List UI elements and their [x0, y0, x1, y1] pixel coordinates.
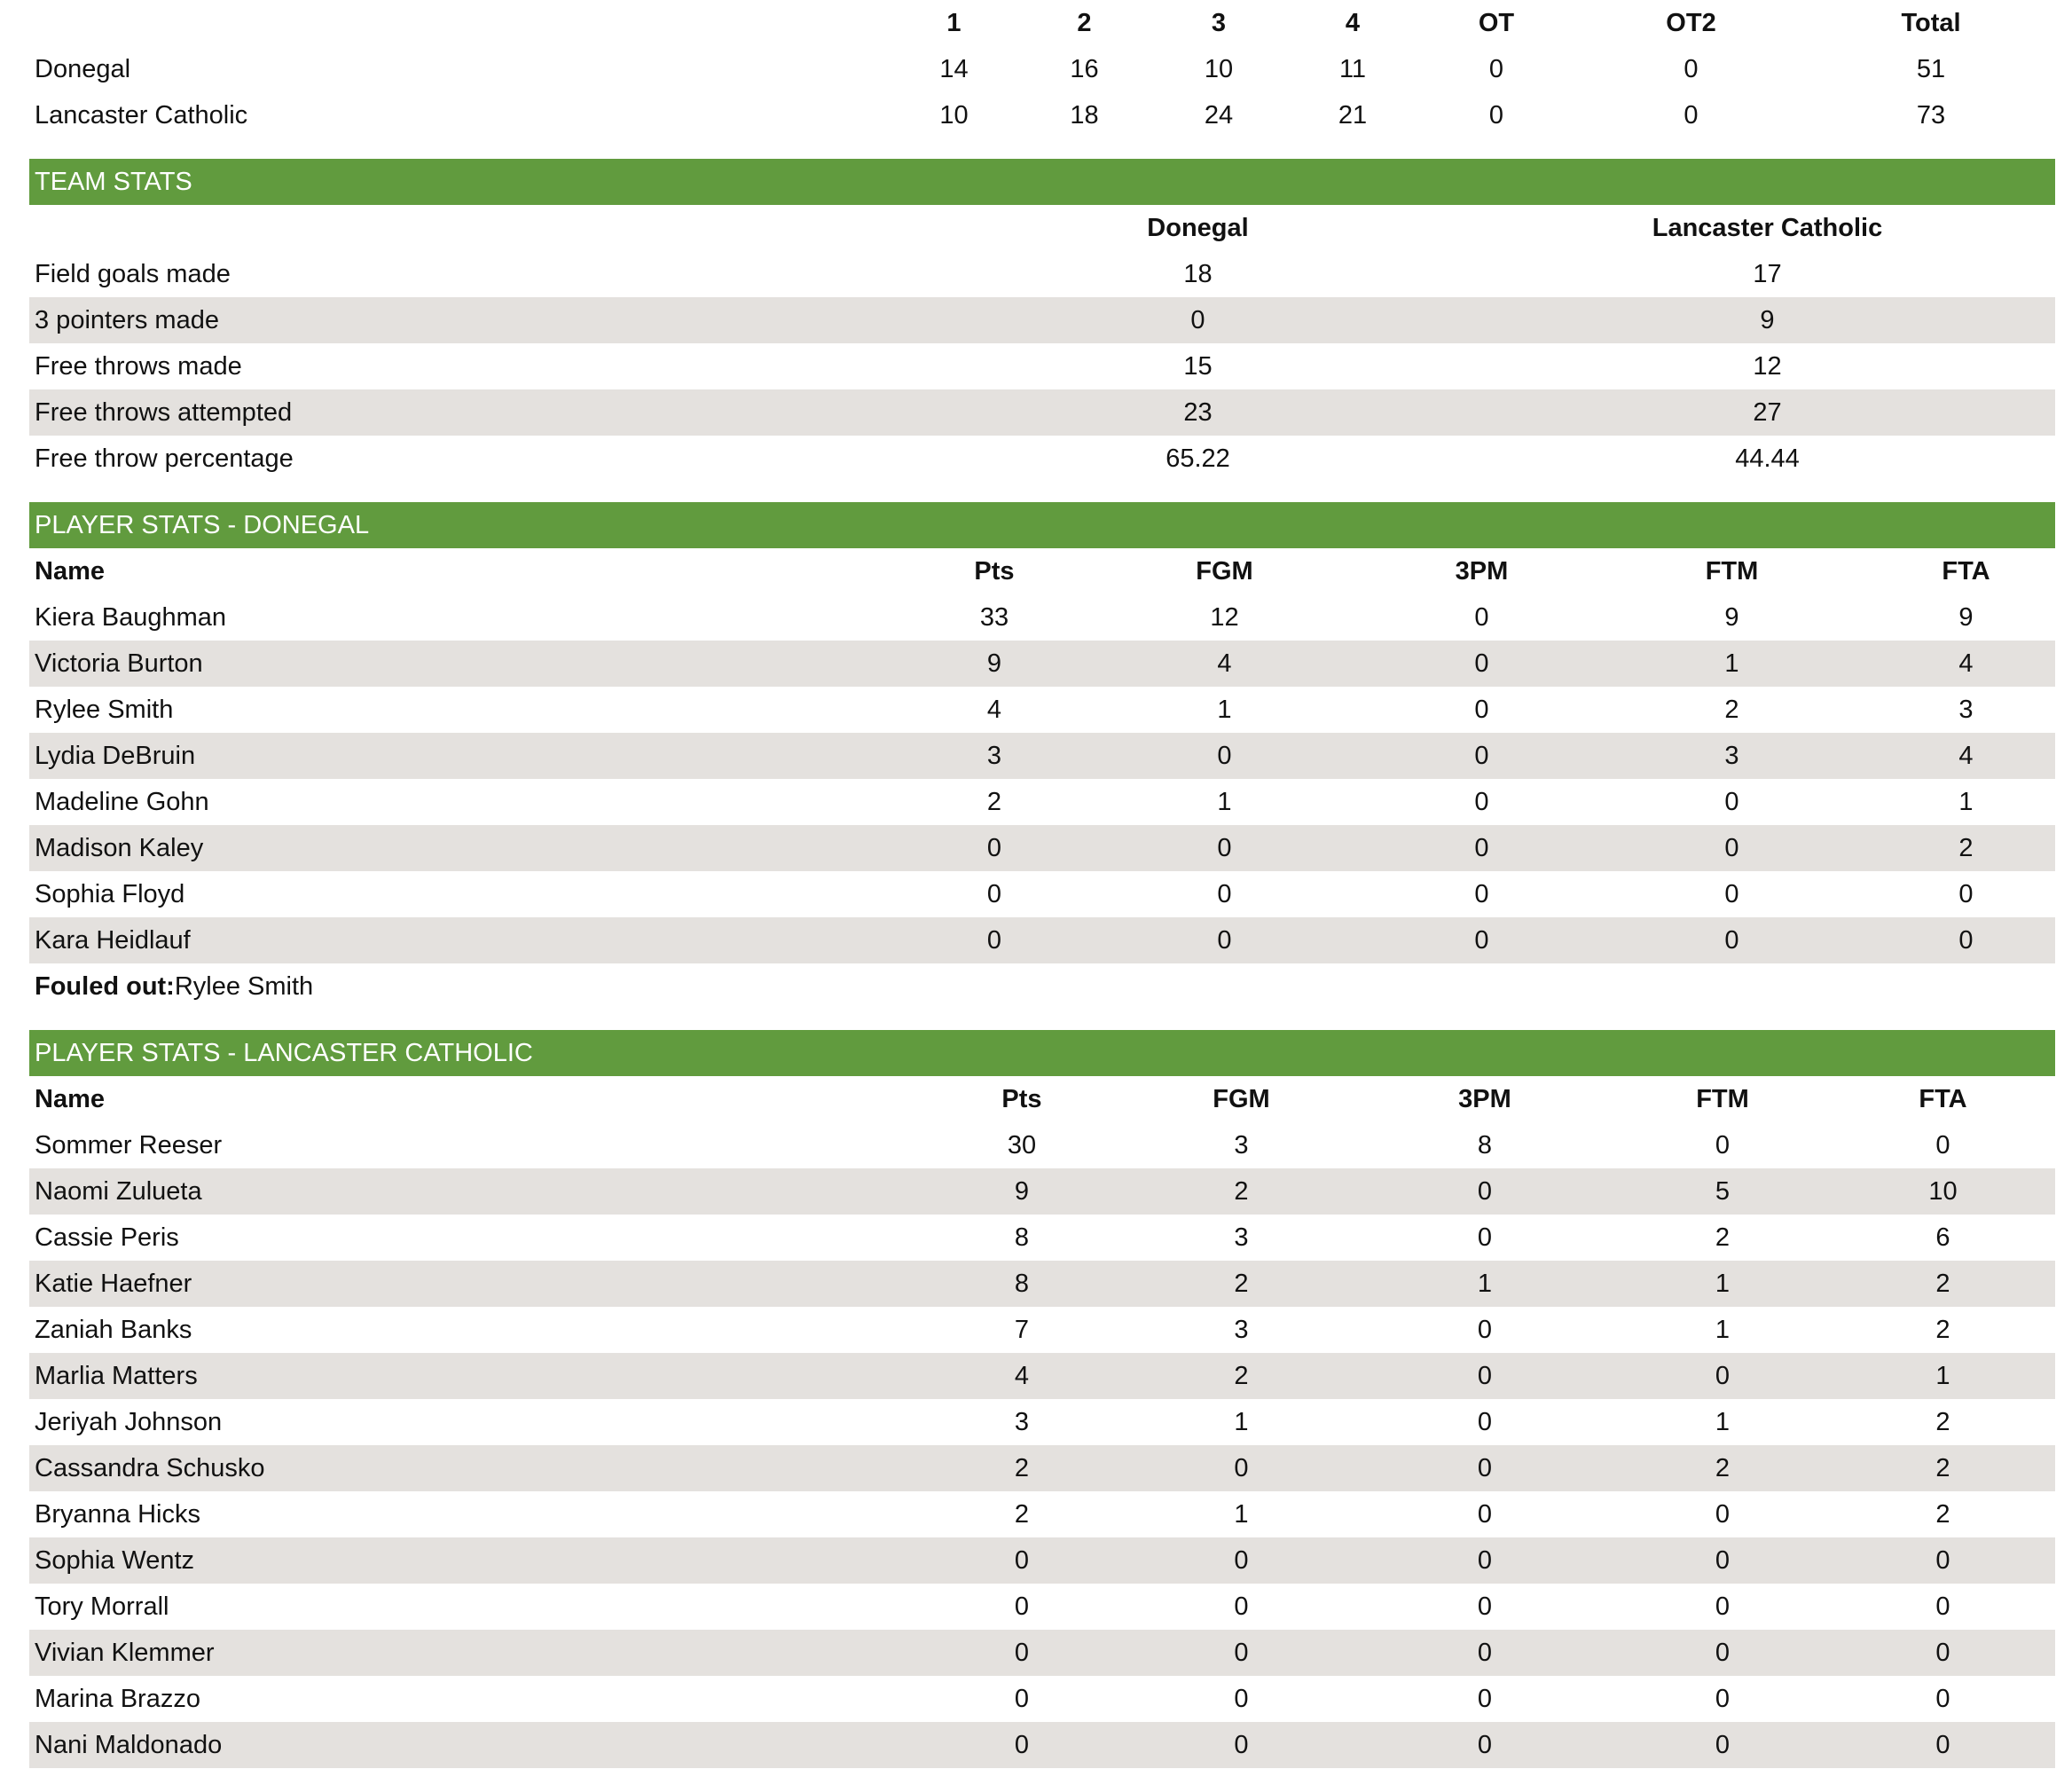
player-pts: 4	[986, 696, 1002, 724]
player-pts: 2	[916, 1445, 1127, 1491]
player-fta: 0	[1831, 1722, 2055, 1768]
player-pts: 0	[916, 825, 1072, 871]
team-stats-header-team1: Donegal	[1147, 214, 1249, 242]
player-pts: 7	[1014, 1316, 1030, 1344]
player-name: Rylee Smith	[35, 696, 174, 724]
player-ftm: 2	[1715, 1223, 1731, 1252]
player-pts: 33	[979, 603, 1009, 632]
player-fgm: 3	[1234, 1316, 1249, 1344]
team-stat-value-team2: 44.44	[1735, 444, 1800, 473]
team-stat-value-team1: 23	[916, 389, 1479, 436]
team-stat-value-team2: 12	[1753, 352, 1782, 381]
player-3pm: 0	[1355, 1445, 1614, 1491]
header-fta: FTA	[1942, 557, 1990, 586]
player-fgm: 0	[1234, 1592, 1249, 1621]
fouled-out-label: Fouled out:	[35, 972, 175, 1001]
linescore-table	[29, 0, 2055, 138]
player-fgm: 3	[1234, 1223, 1249, 1252]
linescore-cell: 0	[1684, 101, 1699, 130]
linescore-row	[29, 46, 2055, 92]
player-fgm: 3	[1234, 1131, 1249, 1160]
linescore-total: 73	[1916, 101, 1946, 130]
player-pts: 2	[1014, 1500, 1030, 1529]
team-stat-row	[29, 297, 2055, 343]
header-3pm: 3PM	[1455, 557, 1509, 586]
player-3pm: 0	[1477, 1223, 1493, 1252]
header-fgm: FGM	[1213, 1085, 1270, 1113]
player-3pm: 0	[1474, 880, 1489, 908]
player-ftm: 1	[1715, 1408, 1731, 1436]
team-stat-value-team1: 0	[916, 297, 1479, 343]
player-row	[29, 1215, 2055, 1261]
player-pts: 0	[986, 880, 1002, 908]
player-row	[29, 1584, 2055, 1630]
player-name: Victoria Burton	[29, 641, 916, 687]
team-stats-header-team2: Lancaster Catholic	[1652, 214, 1883, 242]
player-fgm: 1	[1234, 1500, 1249, 1529]
player-row	[29, 779, 2055, 825]
linescore-cell: 24	[1204, 101, 1234, 130]
player-fta: 0	[1958, 880, 1974, 908]
player-fta: 2	[1877, 825, 2055, 871]
player-name: Cassandra Schusko	[29, 1445, 916, 1491]
team-stat-label: Field goals made	[35, 260, 231, 288]
player-fgm: 0	[1217, 880, 1232, 908]
player-3pm: 0	[1355, 1722, 1614, 1768]
player-3pm: 0	[1477, 1685, 1493, 1713]
player-fta: 1	[1958, 788, 1974, 816]
linescore-row	[29, 92, 2055, 138]
player-row	[29, 1399, 2055, 1445]
team-stat-row	[29, 251, 2055, 297]
team-stats-header-blank	[29, 205, 916, 251]
fouled-out-note	[29, 963, 2055, 1010]
team-stat-row	[29, 436, 2055, 482]
player-ftm: 0	[1724, 880, 1739, 908]
player-ftm: 0	[1587, 825, 1877, 871]
team-stat-value-team1: 65.22	[1166, 444, 1230, 473]
player-name: Marlia Matters	[29, 1353, 916, 1399]
team-stat-row	[29, 343, 2055, 389]
player-pts: 30	[1007, 1131, 1037, 1160]
player-3pm: 0	[1477, 1316, 1493, 1344]
player-fta: 2	[1935, 1500, 1950, 1529]
linescore-header-team	[29, 0, 889, 46]
player-row	[29, 1122, 2055, 1168]
player-fgm: 2	[1127, 1168, 1355, 1215]
linescore-team-name: Lancaster Catholic	[35, 101, 248, 130]
linescore-cell: 10	[939, 101, 969, 130]
player-fta: 10	[1831, 1168, 2055, 1215]
player-fta: 3	[1958, 696, 1974, 724]
linescore-header-ot: OT	[1478, 9, 1515, 37]
fouled-out-player: Rylee Smith	[174, 972, 314, 1001]
player-3pm: 1	[1355, 1261, 1614, 1307]
player-3pm: 0	[1377, 917, 1587, 963]
player-ftm: 0	[1614, 1353, 1831, 1399]
player-pts: 0	[916, 1537, 1127, 1584]
player-pts: 9	[916, 1168, 1127, 1215]
player-name: Madison Kaley	[29, 825, 916, 871]
player-3pm: 0	[1377, 825, 1587, 871]
player-3pm: 0	[1355, 1168, 1614, 1215]
linescore-team-name: Donegal	[35, 55, 131, 83]
player-name: Cassie Peris	[35, 1223, 179, 1252]
player-fta: 2	[1935, 1408, 1950, 1436]
player-pts: 0	[1014, 1592, 1030, 1621]
player-name: Tory Morrall	[35, 1592, 169, 1621]
header-3pm: 3PM	[1458, 1085, 1511, 1113]
linescore-cell: 18	[1070, 101, 1099, 130]
box-score	[29, 0, 2055, 1768]
linescore-header-q4: 4	[1345, 9, 1361, 37]
linescore-cell: 16	[1070, 55, 1099, 83]
player-fta: 0	[1877, 917, 2055, 963]
player-name: Bryanna Hicks	[35, 1500, 200, 1529]
player-ftm: 0	[1587, 917, 1877, 963]
lancaster-player-stats-section-header: PLAYER STATS - LANCASTER CATHOLIC	[29, 1030, 2055, 1076]
header-ftm: FTM	[1696, 1085, 1749, 1113]
player-fta: 0	[1935, 1592, 1950, 1621]
linescore-cell: 0	[1488, 55, 1504, 83]
player-name: Katie Haefner	[29, 1261, 916, 1307]
player-fta: 4	[1877, 641, 2055, 687]
linescore-header-total: Total	[1901, 9, 1961, 37]
player-ftm: 5	[1614, 1168, 1831, 1215]
player-name: Kiera Baughman	[35, 603, 227, 632]
player-3pm: 0	[1477, 1408, 1493, 1436]
player-fta: 6	[1935, 1223, 1950, 1252]
team-stat-label: 3 pointers made	[29, 297, 916, 343]
player-3pm: 0	[1474, 603, 1489, 632]
team-stat-label: Free throws made	[35, 352, 242, 381]
player-pts: 3	[1014, 1408, 1030, 1436]
player-row	[29, 733, 2055, 779]
player-fta: 4	[1877, 733, 2055, 779]
player-3pm: 0	[1355, 1630, 1614, 1676]
player-fta: 0	[1935, 1685, 1950, 1713]
player-row	[29, 641, 2055, 687]
player-3pm: 0	[1355, 1537, 1614, 1584]
linescore-cell: 10	[1204, 55, 1234, 83]
player-name: Vivian Klemmer	[29, 1630, 916, 1676]
donegal-player-stats-table	[29, 548, 2055, 963]
player-pts: 9	[916, 641, 1072, 687]
player-pts: 8	[916, 1261, 1127, 1307]
player-row	[29, 1168, 2055, 1215]
player-fta: 0	[1935, 1131, 1950, 1160]
player-ftm: 0	[1715, 1500, 1731, 1529]
player-row	[29, 1722, 2055, 1768]
player-3pm: 0	[1477, 1500, 1493, 1529]
player-fgm: 0	[1127, 1722, 1355, 1768]
player-ftm: 9	[1724, 603, 1739, 632]
player-3pm: 0	[1377, 641, 1587, 687]
linescore-header-row	[29, 0, 2055, 46]
player-fgm: 0	[1127, 1630, 1355, 1676]
player-row	[29, 1630, 2055, 1676]
player-row	[29, 1537, 2055, 1584]
player-ftm: 0	[1614, 1722, 1831, 1768]
player-fgm: 0	[1127, 1537, 1355, 1584]
player-pts: 8	[1014, 1223, 1030, 1252]
player-ftm: 0	[1724, 788, 1739, 816]
linescore-cell: 11	[1338, 55, 1367, 83]
team-stats-table	[29, 205, 2055, 482]
player-pts: 0	[916, 917, 1072, 963]
player-name: Madeline Gohn	[35, 788, 209, 816]
player-row	[29, 825, 2055, 871]
player-ftm: 0	[1614, 1630, 1831, 1676]
header-fgm: FGM	[1196, 557, 1253, 586]
player-ftm: 0	[1614, 1537, 1831, 1584]
player-fgm: 0	[1127, 1445, 1355, 1491]
player-row	[29, 871, 2055, 917]
team-stat-value-team1: 15	[1183, 352, 1213, 381]
team-stat-value-team1: 18	[1183, 260, 1213, 288]
player-fgm: 0	[1072, 917, 1377, 963]
team-stat-value-team2: 17	[1753, 260, 1782, 288]
linescore-header-q3: 3	[1211, 9, 1227, 37]
player-ftm: 0	[1715, 1592, 1731, 1621]
header-fta: FTA	[1919, 1085, 1967, 1113]
player-3pm: 0	[1477, 1592, 1493, 1621]
lancaster-player-stats-table	[29, 1076, 2055, 1768]
player-ftm: 3	[1587, 733, 1877, 779]
team-stat-row	[29, 389, 2055, 436]
player-fta: 1	[1831, 1353, 2055, 1399]
player-ftm: 1	[1715, 1316, 1731, 1344]
player-name: Lydia DeBruin	[29, 733, 916, 779]
player-pts: 2	[986, 788, 1002, 816]
player-fgm: 0	[1072, 825, 1377, 871]
player-row	[29, 1261, 2055, 1307]
player-fgm: 2	[1127, 1261, 1355, 1307]
header-name: Name	[35, 557, 105, 586]
player-row	[29, 594, 2055, 641]
player-fta: 0	[1831, 1537, 2055, 1584]
linescore-header-q2: 2	[1077, 9, 1092, 37]
player-fta: 2	[1831, 1445, 2055, 1491]
player-row	[29, 1491, 2055, 1537]
header-pts: Pts	[1001, 1085, 1042, 1113]
linescore-cell: 0	[1488, 101, 1504, 130]
player-pts: 3	[916, 733, 1072, 779]
player-ftm: 0	[1715, 1685, 1731, 1713]
linescore-total: 51	[1916, 55, 1946, 83]
player-name: Zaniah Banks	[35, 1316, 192, 1344]
player-3pm: 8	[1477, 1131, 1493, 1160]
player-name: Sommer Reeser	[35, 1131, 223, 1160]
player-row	[29, 1307, 2055, 1353]
player-ftm: 2	[1724, 696, 1739, 724]
player-3pm: 0	[1377, 733, 1587, 779]
player-ftm: 1	[1587, 641, 1877, 687]
player-3pm: 0	[1474, 788, 1489, 816]
team-stat-value-team2: 27	[1479, 389, 2055, 436]
player-pts: 0	[916, 1630, 1127, 1676]
linescore-cell: 14	[939, 55, 969, 83]
player-fta: 2	[1935, 1316, 1950, 1344]
team-stat-label: Free throw percentage	[35, 444, 294, 473]
player-stats-header-row	[29, 548, 2055, 594]
player-fgm: 1	[1217, 696, 1232, 724]
player-ftm: 2	[1614, 1445, 1831, 1491]
player-row	[29, 1353, 2055, 1399]
player-3pm: 0	[1355, 1353, 1614, 1399]
player-fgm: 0	[1072, 733, 1377, 779]
player-ftm: 1	[1614, 1261, 1831, 1307]
player-pts: 0	[1014, 1685, 1030, 1713]
player-fgm: 2	[1127, 1353, 1355, 1399]
player-ftm: 0	[1715, 1131, 1731, 1160]
player-pts: 0	[916, 1722, 1127, 1768]
player-name: Jeriyah Johnson	[35, 1408, 223, 1436]
player-name: Naomi Zulueta	[29, 1168, 916, 1215]
header-ftm: FTM	[1705, 557, 1759, 586]
player-name: Sophia Floyd	[35, 880, 185, 908]
linescore-header-ot2: OT2	[1666, 9, 1716, 37]
header-name: Name	[35, 1085, 105, 1113]
player-fgm: 1	[1217, 788, 1232, 816]
player-fgm: 1	[1234, 1408, 1249, 1436]
player-name: Marina Brazzo	[35, 1685, 200, 1713]
player-row	[29, 1445, 2055, 1491]
team-stats-section-header: TEAM STATS	[29, 159, 2055, 205]
player-fgm: 0	[1234, 1685, 1249, 1713]
team-stats-header-row	[29, 205, 2055, 251]
header-pts: Pts	[974, 557, 1015, 586]
donegal-player-stats-section-header: PLAYER STATS - DONEGAL	[29, 502, 2055, 548]
player-name: Kara Heidlauf	[29, 917, 916, 963]
linescore-cell: 0	[1684, 55, 1699, 83]
team-stat-label: Free throws attempted	[29, 389, 916, 436]
player-3pm: 0	[1474, 696, 1489, 724]
linescore-header-q1: 1	[946, 9, 961, 37]
player-stats-header-row	[29, 1076, 2055, 1122]
player-row	[29, 687, 2055, 733]
team-stat-value-team2: 9	[1479, 297, 2055, 343]
player-name: Sophia Wentz	[29, 1537, 916, 1584]
player-row	[29, 1676, 2055, 1722]
player-fta: 9	[1958, 603, 1974, 632]
player-pts: 4	[916, 1353, 1127, 1399]
player-fgm: 4	[1072, 641, 1377, 687]
player-fgm: 12	[1210, 603, 1239, 632]
player-fta: 2	[1831, 1261, 2055, 1307]
player-row	[29, 917, 2055, 963]
player-name: Nani Maldonado	[29, 1722, 916, 1768]
linescore-cell: 21	[1338, 101, 1368, 130]
player-fta: 0	[1831, 1630, 2055, 1676]
